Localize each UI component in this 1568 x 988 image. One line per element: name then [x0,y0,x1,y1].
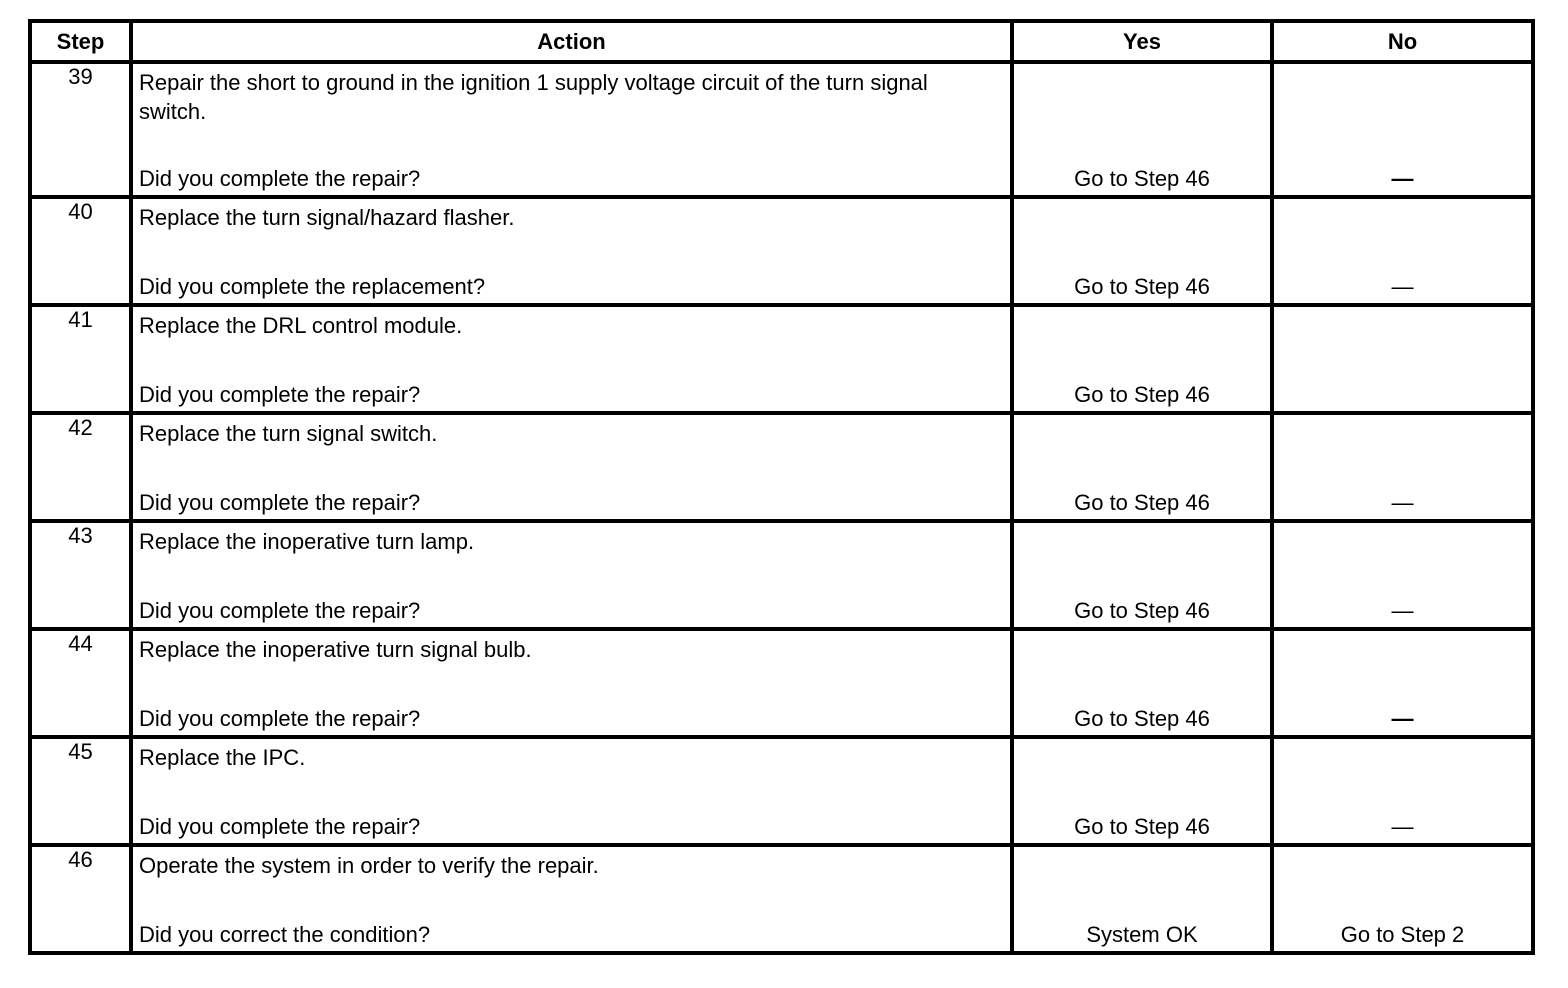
action-question: Did you correct the condition? [139,922,431,947]
table-row [30,737,1533,845]
header-yes: Yes [1012,21,1272,62]
header-no: No [1272,21,1533,62]
step-number: 43 [30,521,131,629]
action-cell [131,521,1012,629]
action-instruction: Replace the DRL control module. [139,313,463,338]
table-row [30,62,1533,197]
yes-result: Go to Step 46 [1074,706,1210,731]
table-row [30,629,1533,737]
diagnostic-steps-table [28,19,1535,955]
step-number: 42 [30,413,131,521]
action-question: Did you complete the repair? [139,706,421,731]
table-row [30,197,1533,305]
yes-cell [1012,737,1272,845]
action-cell [131,629,1012,737]
header-step: Step [30,21,131,62]
step-number: 40 [30,197,131,305]
action-question: Did you complete the repair? [139,166,421,191]
table-row [30,413,1533,521]
action-instruction: Replace the inoperative turn signal bulb. [139,637,532,662]
action-instruction: Replace the turn signal switch. [139,421,438,446]
yes-result: System OK [1086,922,1198,947]
action-cell [131,62,1012,197]
yes-cell [1012,629,1272,737]
yes-cell [1012,413,1272,521]
action-cell [131,413,1012,521]
table-row [30,305,1533,413]
no-result: — [1391,598,1414,623]
no-result: — [1391,490,1414,515]
action-question: Did you complete the replacement? [139,274,486,299]
header-row [30,21,1533,62]
no-cell [1272,305,1533,413]
no-cell [1272,845,1533,953]
no-cell [1272,197,1533,305]
action-question: Did you complete the repair? [139,382,421,407]
action-cell [131,305,1012,413]
action-cell [131,197,1012,305]
header-action: Action [131,21,1012,62]
step-number: 46 [30,845,131,953]
yes-result: Go to Step 46 [1074,166,1210,191]
table-row [30,845,1533,953]
yes-result: Go to Step 46 [1074,274,1210,299]
no-result: — [1391,166,1414,191]
yes-cell [1012,197,1272,305]
yes-result: Go to Step 46 [1074,598,1210,623]
action-instruction: Replace the turn signal/hazard flasher. [139,205,515,230]
no-result: — [1391,814,1414,839]
yes-cell [1012,62,1272,197]
step-number: 39 [30,62,131,197]
no-cell [1272,521,1533,629]
action-question: Did you complete the repair? [139,598,421,623]
yes-result: Go to Step 46 [1074,490,1210,515]
no-cell [1272,737,1533,845]
step-number: 45 [30,737,131,845]
yes-result: Go to Step 46 [1074,382,1210,407]
action-question: Did you complete the repair? [139,814,421,839]
action-instruction: Repair the short to ground in the ignition 1 supply voltage circuit of the turn signal switch. [139,70,928,124]
action-instruction: Replace the IPC. [139,745,306,770]
step-number: 41 [30,305,131,413]
no-cell [1272,62,1533,197]
yes-cell [1012,845,1272,953]
no-cell [1272,629,1533,737]
action-instruction: Replace the inoperative turn lamp. [139,529,475,554]
no-result: — [1391,706,1414,731]
table-row [30,521,1533,629]
no-result: Go to Step 2 [1340,922,1465,947]
action-cell [131,845,1012,953]
action-instruction: Operate the system in order to verify the repair. [139,853,599,878]
no-cell [1272,413,1533,521]
action-cell [131,737,1012,845]
action-question: Did you complete the repair? [139,490,421,515]
yes-cell [1012,521,1272,629]
step-number: 44 [30,629,131,737]
yes-result: Go to Step 46 [1074,814,1210,839]
yes-cell [1012,305,1272,413]
no-result: — [1391,274,1414,299]
